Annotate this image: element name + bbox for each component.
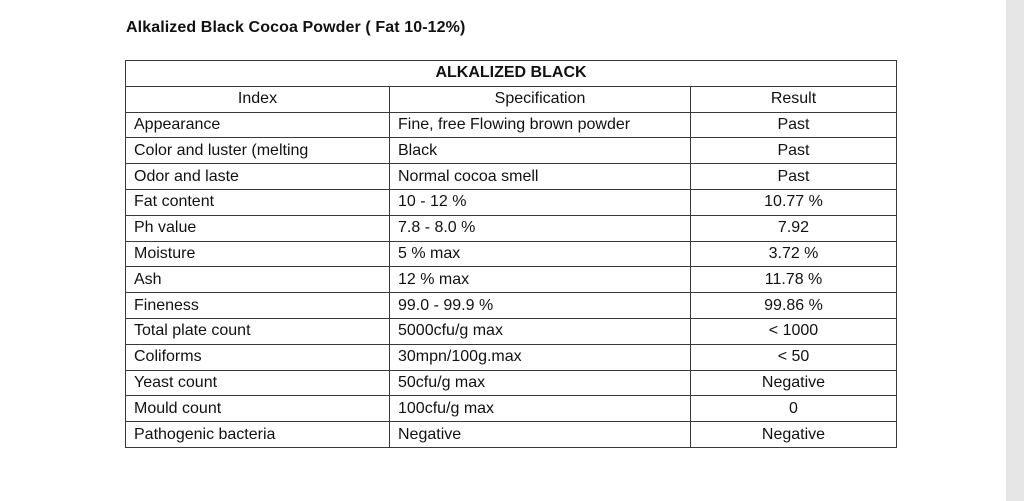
index-cell: Fineness [126, 293, 390, 319]
specification-cell: 5 % max [390, 241, 691, 267]
result-cell: Past [691, 138, 897, 164]
index-cell: Color and luster (melting [126, 138, 390, 164]
header-index: Index [126, 86, 390, 112]
specification-cell: Fine, free Flowing brown powder [390, 112, 691, 138]
specification-cell: 30mpn/100g.max [390, 344, 691, 370]
table-header-row [126, 86, 897, 112]
specification-cell: 100cfu/g max [390, 396, 691, 422]
index-cell: Coliforms [126, 344, 390, 370]
result-cell: 10.77 % [691, 189, 897, 215]
table-row [126, 164, 897, 190]
result-cell: Negative [691, 370, 897, 396]
document-title: Alkalized Black Cocoa Powder ( Fat 10-12%) [126, 19, 466, 36]
index-cell: Total plate count [126, 318, 390, 344]
table-body [126, 112, 897, 447]
specification-cell: 7.8 - 8.0 % [390, 215, 691, 241]
table-row [126, 293, 897, 319]
result-cell: Past [691, 112, 897, 138]
table-row [126, 112, 897, 138]
result-cell: 0 [691, 396, 897, 422]
table-row [126, 241, 897, 267]
specification-cell: Normal cocoa smell [390, 164, 691, 190]
specification-cell: 99.0 - 99.9 % [390, 293, 691, 319]
index-cell: Pathogenic bacteria [126, 422, 390, 448]
result-cell: Past [691, 164, 897, 190]
table-row [126, 370, 897, 396]
index-cell: Odor and laste [126, 164, 390, 190]
index-cell: Yeast count [126, 370, 390, 396]
specification-cell: 5000cfu/g max [390, 318, 691, 344]
index-cell: Fat content [126, 189, 390, 215]
index-cell: Mould count [126, 396, 390, 422]
result-cell: 11.78 % [691, 267, 897, 293]
table-row [126, 422, 897, 448]
table-row [126, 267, 897, 293]
index-cell: Ash [126, 267, 390, 293]
table-banner: ALKALIZED BLACK [126, 61, 897, 87]
specification-cell: 12 % max [390, 267, 691, 293]
table-row [126, 344, 897, 370]
table-row [126, 318, 897, 344]
specification-cell: 50cfu/g max [390, 370, 691, 396]
specification-cell: Black [390, 138, 691, 164]
table-row [126, 396, 897, 422]
index-cell: Appearance [126, 112, 390, 138]
index-cell: Moisture [126, 241, 390, 267]
result-cell: < 1000 [691, 318, 897, 344]
result-cell: 3.72 % [691, 241, 897, 267]
specification-cell: Negative [390, 422, 691, 448]
spec-table [125, 60, 897, 448]
index-cell: Ph value [126, 215, 390, 241]
table-row [126, 189, 897, 215]
table-row [126, 215, 897, 241]
result-cell: Negative [691, 422, 897, 448]
result-cell: 99.86 % [691, 293, 897, 319]
specification-cell: 10 - 12 % [390, 189, 691, 215]
header-specification: Specification [390, 86, 691, 112]
header-result: Result [691, 86, 897, 112]
result-cell: 7.92 [691, 215, 897, 241]
result-cell: < 50 [691, 344, 897, 370]
table-row [126, 138, 897, 164]
table-banner-row [126, 61, 897, 87]
